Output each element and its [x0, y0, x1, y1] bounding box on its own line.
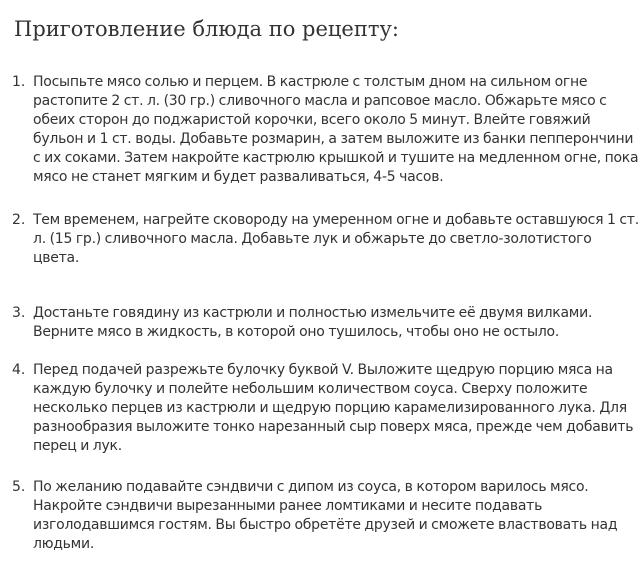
- step-text: Посыпьте мясо солью и перцем. В кастрюле с толстым дном на сильном огне растопите 2 ст. л. (30 гр.) сливочного масла и рапсовое масло. Обжарьте мясо с обеих сторон до поджаристой корочки, всего около 5 минут. Влейте говяжий бульон и 1 ст. воды. Добавьте розмарин, а затем выложите из банки пепперончини с их соками. Затем накройте кастрюлю крышкой и тушите на медленном огне, пока мясо не станет мягким и будет разваливаться, 4-5 часов.: [33, 74, 639, 185]
- step-number: 3.: [12, 305, 26, 321]
- step-text: Достаньте говядину из кастрюли и полностью измельчите её двумя вилками. Верните мясо в жидкость, в которой оно тушилось, чтобы оно не остыло.: [33, 305, 593, 340]
- step-number: 4.: [12, 362, 26, 378]
- step-text: Тем временем, нагрейте сковороду на умеренном огне и добавьте оставшуюся 1 ст. л. (15 гр.) сливочного масла. Добавьте лук и обжарьте до светло-золотистого цвета.: [33, 212, 639, 266]
- step-number: 1.: [12, 74, 26, 90]
- step-text: По желанию подавайте сэндвичи с дипом из соуса, в котором варилось мясо. Накройте сэндвичи вырезанными ранее ломтиками и несите подавать изголодавшимся гостям. Вы быстро обретёте друзей и сможете властвовать над людьми.: [33, 479, 618, 552]
- step-number: 2.: [12, 212, 26, 228]
- step-text: Перед подачей разрежьте булочку буквой V. Выложите щедрую порцию мяса на каждую булочку и полейте небольшим количеством соуса. Сверху положите несколько перцев из кастрюли и щедрую порцию карамелизированного лука. Для разнообразия выложите тонко нарезанный сыр поверх мяса, прежде чем добавить перец и лук.: [33, 362, 634, 454]
- page-title: Приготовление блюда по рецепту:: [14, 17, 399, 41]
- step-number: 5.: [12, 479, 26, 495]
